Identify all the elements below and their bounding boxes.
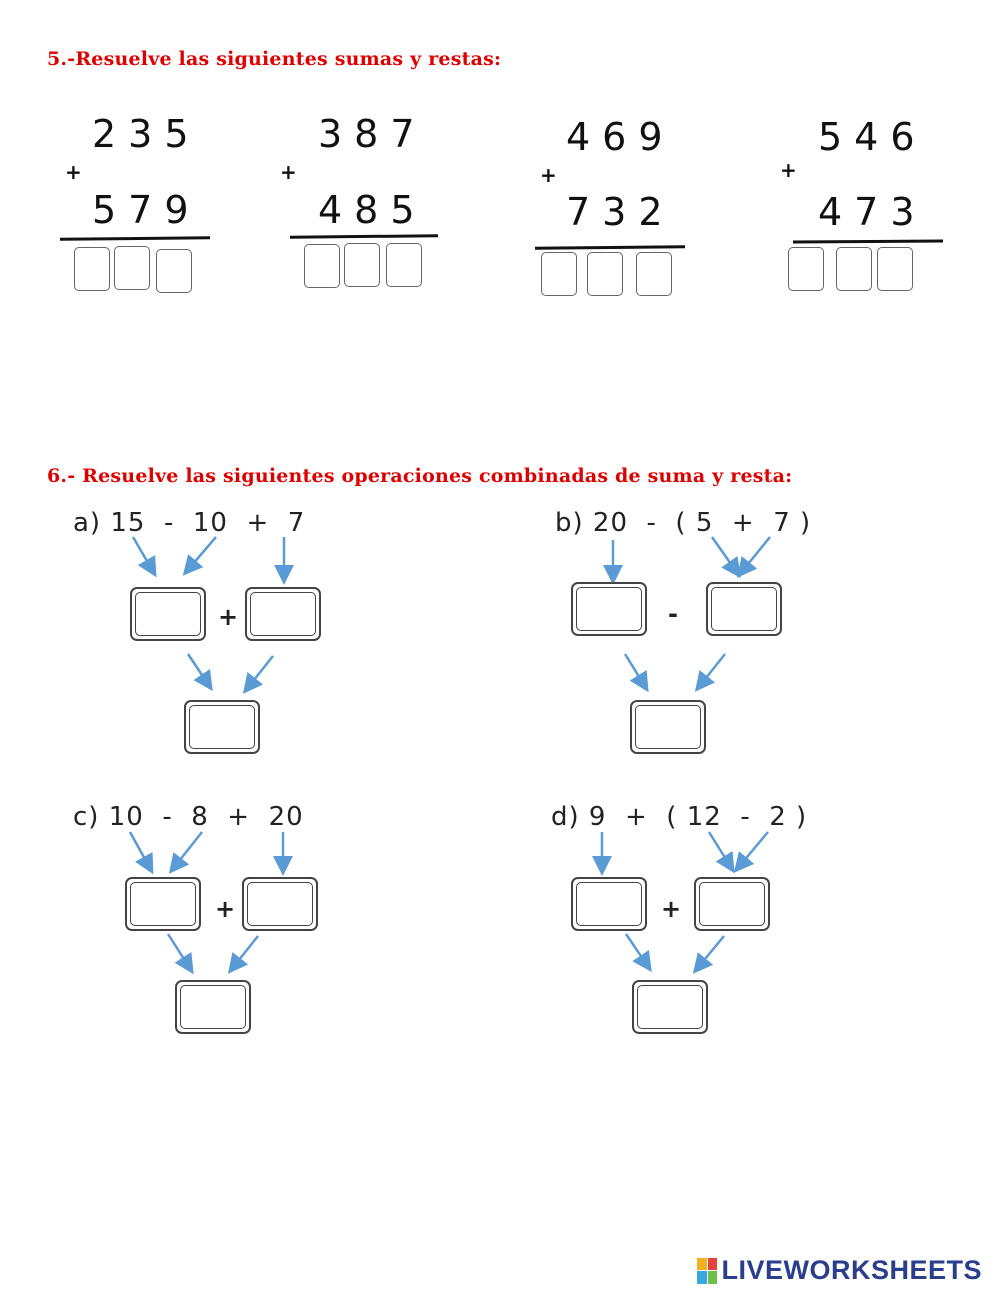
sum-line xyxy=(793,239,943,243)
addend-bottom: 579 xyxy=(92,188,201,232)
arrow xyxy=(168,934,191,970)
plus-sign: + xyxy=(780,158,797,182)
operation-c-label: c) 10 - 8 + 20 xyxy=(73,802,304,832)
answer-box-units[interactable] xyxy=(636,252,672,296)
arrow xyxy=(231,936,258,970)
arrow xyxy=(696,936,724,970)
answer-box-units[interactable] xyxy=(877,247,913,291)
answer-box-units[interactable] xyxy=(156,249,192,293)
arrow xyxy=(130,832,151,870)
arrow xyxy=(246,656,273,690)
addend-top: 546 xyxy=(818,115,927,159)
sum-line xyxy=(290,234,438,239)
answer-box-b-right[interactable] xyxy=(706,582,782,636)
answer-box-hundreds[interactable] xyxy=(304,244,340,288)
arrow xyxy=(133,537,154,573)
answer-box-tens[interactable] xyxy=(344,243,380,287)
addend-top: 235 xyxy=(92,112,201,156)
answer-box-c-result[interactable] xyxy=(175,980,251,1034)
addend-top: 387 xyxy=(318,112,427,156)
addend-bottom: 473 xyxy=(818,190,927,234)
answer-box-tens[interactable] xyxy=(114,246,150,290)
arrow xyxy=(712,537,738,574)
logo-mark-icon xyxy=(697,1258,717,1284)
operation-d-label: d) 9 + ( 12 - 2 ) xyxy=(551,802,808,832)
arrow xyxy=(698,654,725,688)
arrow xyxy=(709,832,732,869)
arrow xyxy=(740,537,770,574)
answer-box-d-left[interactable] xyxy=(571,877,647,931)
brand-name: LIVEWORKSHEETS xyxy=(721,1255,982,1285)
plus-sign: + xyxy=(540,163,557,187)
operation-sign: + xyxy=(215,895,236,923)
arrow xyxy=(172,832,202,870)
arrow xyxy=(625,654,646,688)
answer-box-tens[interactable] xyxy=(836,247,872,291)
answer-box-d-right[interactable] xyxy=(694,877,770,931)
answer-box-hundreds[interactable] xyxy=(541,252,577,296)
plus-sign: + xyxy=(65,160,82,184)
arrow xyxy=(186,537,216,572)
addend-bottom: 485 xyxy=(318,188,427,232)
liveworksheets-logo xyxy=(697,1255,982,1286)
answer-box-a-left[interactable] xyxy=(130,587,206,641)
sum-line xyxy=(60,236,210,241)
section-6-heading: 6.- Resuelve las siguientes operaciones combinadas de suma y resta: xyxy=(47,465,793,487)
arrow xyxy=(188,654,210,687)
answer-box-d-result[interactable] xyxy=(632,980,708,1034)
answer-box-hundreds[interactable] xyxy=(788,247,824,291)
addend-top: 469 xyxy=(566,115,675,159)
answer-box-b-result[interactable] xyxy=(630,700,706,754)
answer-box-b-left[interactable] xyxy=(571,582,647,636)
addend-bottom: 732 xyxy=(566,190,675,234)
plus-sign: + xyxy=(280,160,297,184)
operation-sign: - xyxy=(668,600,678,628)
answer-box-a-right[interactable] xyxy=(245,587,321,641)
arrow xyxy=(626,934,649,968)
sum-line xyxy=(535,245,685,250)
operation-b-label: b) 20 - ( 5 + 7 ) xyxy=(555,508,812,538)
answer-box-c-left[interactable] xyxy=(125,877,201,931)
answer-box-a-result[interactable] xyxy=(184,700,260,754)
arrow xyxy=(737,832,768,869)
operation-sign: + xyxy=(218,603,239,631)
answer-box-hundreds[interactable] xyxy=(74,247,110,291)
answer-box-c-right[interactable] xyxy=(242,877,318,931)
answer-box-tens[interactable] xyxy=(587,252,623,296)
section-5-heading: 5.-Resuelve las siguientes sumas y restas: xyxy=(47,48,502,70)
operation-a-label: a) 15 - 10 + 7 xyxy=(73,508,306,538)
operation-sign: + xyxy=(661,895,682,923)
answer-box-units[interactable] xyxy=(386,243,422,287)
